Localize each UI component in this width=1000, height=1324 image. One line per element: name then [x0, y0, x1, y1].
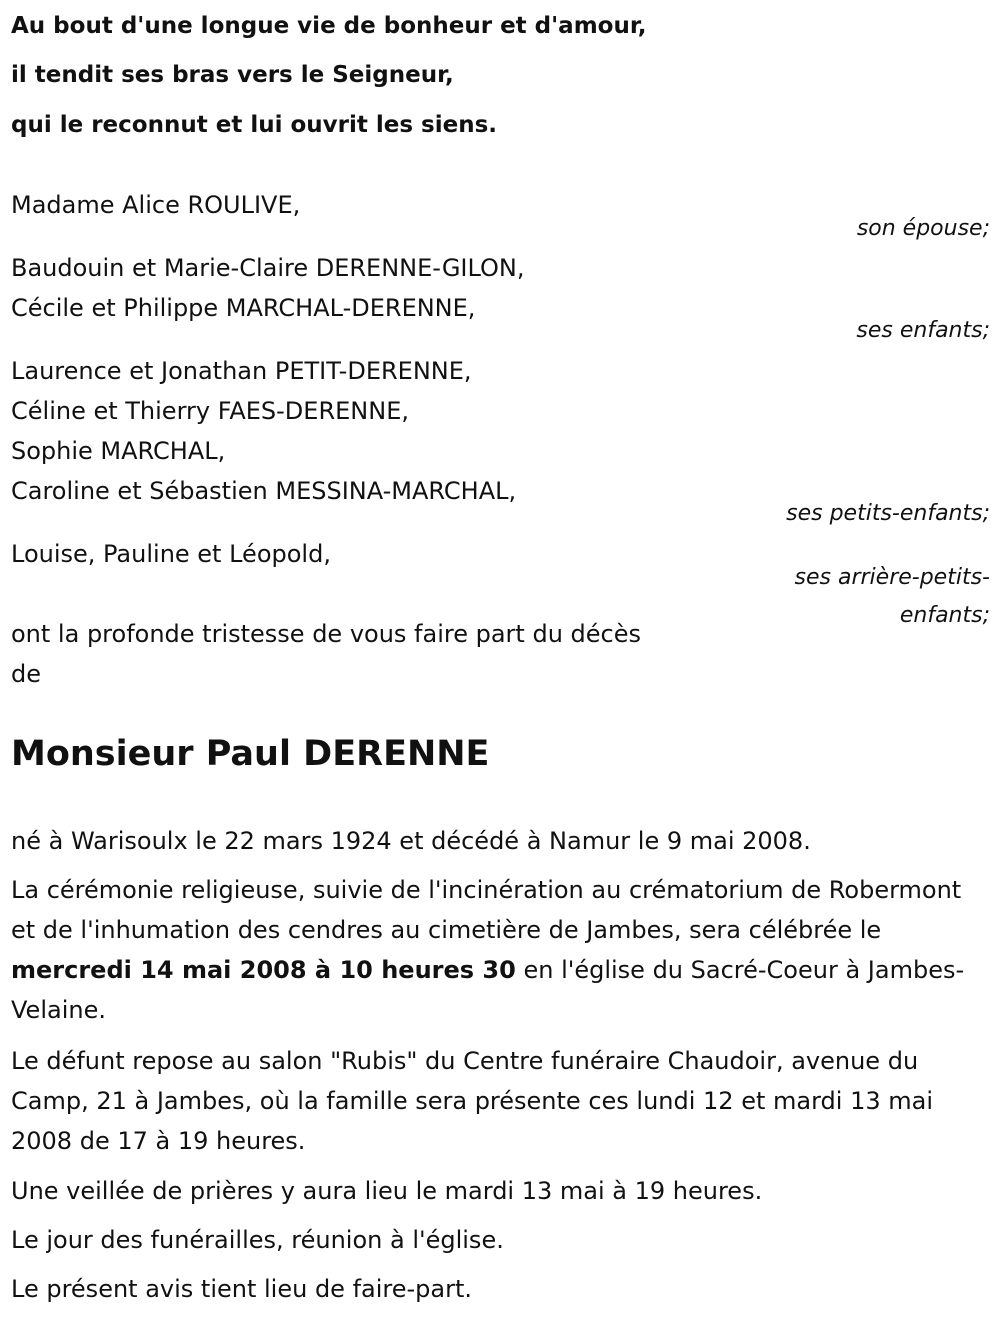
great-grandchildren: Louise, Pauline et Léopold, [11, 540, 331, 568]
ceremony-text-after: en l'église du Sacré-Coeur à Jambes-Velaine. [11, 956, 965, 1024]
verse-line-2: il tendit ses bras vers le Seigneur, [11, 62, 454, 88]
verse-line-1: Au bout d'une longue vie de bonheur et d'amour, [11, 13, 647, 39]
grandchild-3: Sophie MARCHAL, [11, 437, 226, 465]
great-grandchildren-role-line-1: ses arrière-petits- [794, 565, 990, 590]
ceremony-paragraph [11, 870, 991, 1030]
verse-line-3: qui le reconnut et lui ouvrit les siens. [11, 112, 498, 138]
rest-paragraph: Le défunt repose au salon "Rubis" du Centre funéraire Chaudoir, avenue du Camp, 21 à Jambes, où la famille sera présente ces lundi 12 et mardi 13 mai 2008 de 17 à 19 heures. [11, 1047, 933, 1155]
birth-death-paragraph: né à Warisoulx le 22 mars 1924 et décédé à Namur le 9 mai 2008. [11, 827, 811, 855]
deceased-name: Monsieur Paul DERENNE [11, 734, 490, 774]
great-grandchildren-role-line-2: enfants; [899, 603, 990, 628]
spouse-name: Madame Alice ROULIVE, [11, 191, 301, 219]
announcement-line-1: ont la profonde tristesse de vous faire part du décès [11, 620, 641, 648]
grandchild-4: Caroline et Sébastien MESSINA-MARCHAL, [11, 477, 517, 505]
grandchild-1: Laurence et Jonathan PETIT-DERENNE, [11, 357, 472, 385]
grandchild-2: Céline et Thierry FAES-DERENNE, [11, 397, 409, 425]
funeral-day-paragraph: Le jour des funérailles, réunion à l'église. [11, 1226, 504, 1254]
child-2: Cécile et Philippe MARCHAL-DERENNE, [11, 294, 476, 322]
vigil-paragraph: Une veillée de prières y aura lieu le mardi 13 mai à 19 heures. [11, 1177, 763, 1205]
child-1: Baudouin et Marie-Claire DERENNE-GILON, [11, 254, 525, 282]
ceremony-text-before: La cérémonie religieuse, suivie de l'incinération au crématorium de Robermont et de l'inhumation des cendres au cimetière de Jambes, sera célébrée le [11, 876, 962, 944]
grandchildren-role: ses petits-enfants; [786, 501, 990, 526]
ceremony-datetime: mercredi 14 mai 2008 à 10 heures 30 [11, 956, 516, 984]
announcement-line-2: de [11, 660, 41, 688]
notice-paragraph: Le présent avis tient lieu de faire-part. [11, 1275, 473, 1303]
spouse-role: son épouse; [856, 216, 990, 241]
children-role: ses enfants; [856, 318, 990, 343]
